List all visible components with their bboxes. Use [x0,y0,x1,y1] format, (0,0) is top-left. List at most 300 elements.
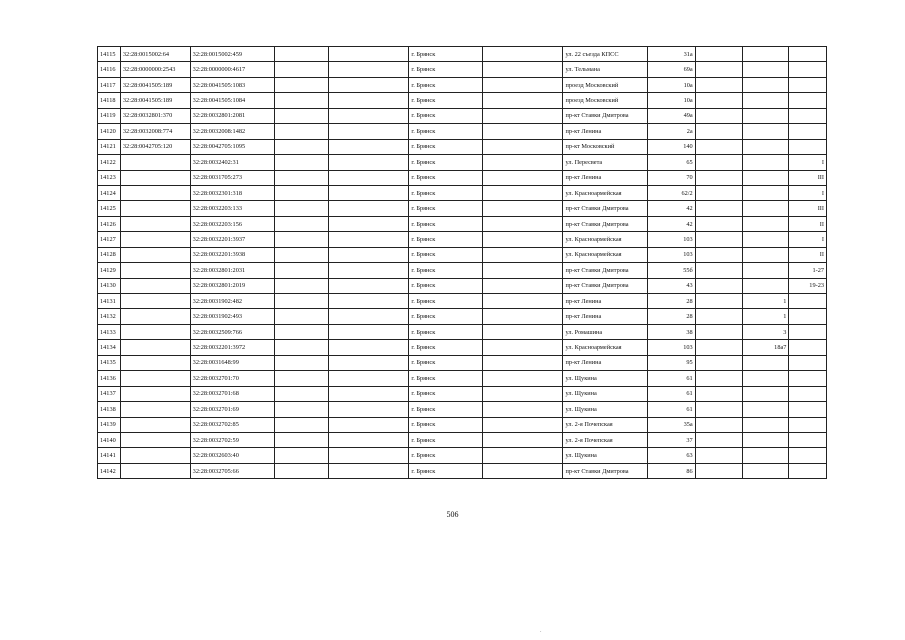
empty-cell [329,278,409,293]
empty-cell [329,371,409,386]
row-number-cell: 14141 [98,448,121,463]
cadastral-number-cell [120,247,190,262]
cadastral-number-cell [120,309,190,324]
street-cell: ул. Красноармейская [563,340,647,355]
city-cell: г. Брянск [409,77,483,92]
city-cell: г. Брянск [409,340,483,355]
empty-cell [742,201,789,216]
empty-cell [742,386,789,401]
empty-cell [742,247,789,262]
premises-number-cell: 1 [742,294,789,309]
city-cell: г. Брянск [409,448,483,463]
city-cell: г. Брянск [409,402,483,417]
table-row [98,417,827,432]
empty-cell [742,139,789,154]
empty-cell [742,278,789,293]
premises-number-cell: I [789,185,827,200]
row-number-cell: 14134 [98,340,121,355]
object-cadastral-number-cell: 32:28:0041505:1084 [190,93,274,108]
table-row [98,371,827,386]
empty-cell [275,247,329,262]
city-cell: г. Брянск [409,432,483,447]
table-row [98,108,827,123]
empty-cell [329,448,409,463]
empty-cell [695,386,742,401]
empty-cell [329,340,409,355]
cadastral-number-cell: 32:28:0032008:774 [120,124,190,139]
row-number-cell: 14131 [98,294,121,309]
city-cell: г. Брянск [409,201,483,216]
empty-cell [742,62,789,77]
cadastral-number-cell: 32:28:0000000:2543 [120,62,190,77]
registry-table-body [98,47,827,479]
premises-number-cell: II [789,247,827,262]
empty-cell [695,62,742,77]
table-row [98,278,827,293]
empty-cell [275,448,329,463]
empty-cell [483,108,563,123]
street-cell: ул. Пересвета [563,155,647,170]
city-cell: г. Брянск [409,355,483,370]
street-cell: ул. Тельмана [563,62,647,77]
empty-cell [742,185,789,200]
house-number-cell: 103 [647,247,695,262]
street-cell: пр-кт Ставки Дмитрова [563,201,647,216]
empty-cell [329,463,409,478]
empty-cell [483,309,563,324]
empty-cell [695,263,742,278]
empty-cell [329,77,409,92]
street-cell: ул. 22 съезда КПСС [563,47,647,62]
object-cadastral-number-cell: 32:28:0032509:766 [190,324,274,339]
empty-cell [275,324,329,339]
house-number-cell: 103 [647,340,695,355]
table-row [98,448,827,463]
empty-cell [789,324,827,339]
object-cadastral-number-cell: 32:28:0032801:2031 [190,263,274,278]
page-number: 506 [446,510,459,519]
row-number-cell: 14130 [98,278,121,293]
empty-cell [789,294,827,309]
empty-cell [483,355,563,370]
object-cadastral-number-cell: 32:28:0032705:66 [190,463,274,478]
row-number-cell: 14117 [98,77,121,92]
registry-table [97,46,827,479]
house-number-cell: 61 [647,386,695,401]
premises-number-cell [789,124,827,139]
cadastral-number-cell [120,170,190,185]
house-number-cell: 95 [647,355,695,370]
empty-cell [695,201,742,216]
scan-speck: . [540,628,542,634]
cadastral-number-cell: 32:28:0015002:64 [120,47,190,62]
empty-cell [742,448,789,463]
cadastral-number-cell [120,263,190,278]
empty-cell [483,263,563,278]
house-number-cell: 42 [647,201,695,216]
city-cell: г. Брянск [409,232,483,247]
object-cadastral-number-cell: 32:28:0032701:70 [190,371,274,386]
city-cell: г. Брянск [409,263,483,278]
empty-cell [695,93,742,108]
row-number-cell: 14137 [98,386,121,401]
empty-cell [329,294,409,309]
empty-cell [483,124,563,139]
house-number-cell: 69а [647,62,695,77]
empty-cell [329,432,409,447]
empty-cell [742,232,789,247]
house-number-cell: 2а [647,124,695,139]
city-cell: г. Брянск [409,463,483,478]
empty-cell [275,185,329,200]
table-row [98,93,827,108]
house-number-cell: 61 [647,371,695,386]
empty-cell [483,340,563,355]
empty-cell [329,309,409,324]
empty-cell [742,355,789,370]
street-cell: пр-кт Ленина [563,124,647,139]
premises-number-cell: I [789,155,827,170]
street-cell: пр-кт Ставки Дмитрова [563,278,647,293]
object-cadastral-number-cell: 32:28:0031902:482 [190,294,274,309]
cadastral-number-cell [120,463,190,478]
empty-cell [695,278,742,293]
object-cadastral-number-cell: 32:28:0032201:3938 [190,247,274,262]
table-row [98,155,827,170]
empty-cell [742,170,789,185]
empty-cell [483,139,563,154]
object-cadastral-number-cell: 32:28:0032801:2019 [190,278,274,293]
object-cadastral-number-cell: 32:28:0000000:4617 [190,62,274,77]
row-number-cell: 14139 [98,417,121,432]
empty-cell [695,463,742,478]
premises-number-cell: 19-23 [789,278,827,293]
row-number-cell: 14129 [98,263,121,278]
cadastral-number-cell [120,232,190,247]
street-cell: ул. 2-я Почепская [563,417,647,432]
cadastral-number-cell [120,402,190,417]
empty-cell [275,124,329,139]
premises-number-cell [789,139,827,154]
empty-cell [329,185,409,200]
city-cell: г. Брянск [409,417,483,432]
empty-cell [742,432,789,447]
empty-cell [329,124,409,139]
cadastral-number-cell: 32:28:0041505:189 [120,77,190,92]
street-cell: пр-кт Ленина [563,309,647,324]
empty-cell [275,432,329,447]
row-number-cell: 14132 [98,309,121,324]
street-cell: ул. Щукина [563,402,647,417]
house-number-cell: 140 [647,139,695,154]
table-row [98,185,827,200]
house-number-cell: 61 [647,402,695,417]
object-cadastral-number-cell: 32:28:0032702:59 [190,432,274,447]
empty-cell [329,417,409,432]
premises-number-cell [789,93,827,108]
premises-number-cell [789,386,827,401]
row-number-cell: 14123 [98,170,121,185]
city-cell: г. Брянск [409,309,483,324]
row-number-cell: 14136 [98,371,121,386]
object-cadastral-number-cell: 32:28:0041505:1083 [190,77,274,92]
empty-cell [483,77,563,92]
empty-cell [483,448,563,463]
empty-cell [695,324,742,339]
empty-cell [275,309,329,324]
row-number-cell: 14122 [98,155,121,170]
row-number-cell: 14116 [98,62,121,77]
row-number-cell: 14124 [98,185,121,200]
object-cadastral-number-cell: 32:28:0042705:1095 [190,139,274,154]
empty-cell [275,216,329,231]
table-row [98,340,827,355]
object-cadastral-number-cell: 32:28:0032702:85 [190,417,274,432]
object-cadastral-number-cell: 32:28:0032201:3937 [190,232,274,247]
table-row [98,324,827,339]
empty-cell [483,371,563,386]
empty-cell [483,62,563,77]
street-cell: ул. Красноармейская [563,247,647,262]
empty-cell [695,170,742,185]
street-cell: ул. Щукина [563,448,647,463]
empty-cell [275,201,329,216]
object-cadastral-number-cell: 32:28:0032402:31 [190,155,274,170]
premises-number-cell [789,47,827,62]
cadastral-number-cell [120,294,190,309]
empty-cell [695,232,742,247]
street-cell: пр-кт Ставки Дмитрова [563,263,647,278]
empty-cell [329,139,409,154]
premises-number-cell [789,463,827,478]
city-cell: г. Брянск [409,170,483,185]
row-number-cell: 14118 [98,93,121,108]
cadastral-number-cell [120,432,190,447]
house-number-cell: 38 [647,324,695,339]
street-cell: пр-кт Ленина [563,170,647,185]
empty-cell [742,155,789,170]
empty-cell [695,432,742,447]
empty-cell [329,201,409,216]
cadastral-number-cell [120,448,190,463]
object-cadastral-number-cell: 32:28:0031648:99 [190,355,274,370]
empty-cell [275,355,329,370]
cadastral-number-cell [120,386,190,401]
table-row [98,232,827,247]
empty-cell [329,47,409,62]
empty-cell [329,247,409,262]
row-number-cell: 14140 [98,432,121,447]
empty-cell [742,402,789,417]
empty-cell [742,108,789,123]
cadastral-number-cell [120,324,190,339]
empty-cell [695,355,742,370]
empty-cell [742,77,789,92]
row-number-cell: 14127 [98,232,121,247]
empty-cell [275,417,329,432]
city-cell: г. Брянск [409,294,483,309]
empty-cell [695,108,742,123]
cadastral-number-cell: 32:28:0041505:189 [120,93,190,108]
premises-number-cell [789,77,827,92]
premises-number-cell: 1 [742,309,789,324]
empty-cell [742,463,789,478]
empty-cell [275,47,329,62]
empty-cell [695,77,742,92]
premises-number-cell: III [789,170,827,185]
empty-cell [275,62,329,77]
empty-cell [789,309,827,324]
empty-cell [275,108,329,123]
row-number-cell: 14121 [98,139,121,154]
street-cell: пр-кт Московский [563,139,647,154]
object-cadastral-number-cell: 32:28:0032701:69 [190,402,274,417]
empty-cell [329,108,409,123]
premises-number-cell [789,448,827,463]
empty-cell [275,386,329,401]
row-number-cell: 14138 [98,402,121,417]
street-cell: ул. Щукина [563,371,647,386]
city-cell: г. Брянск [409,108,483,123]
empty-cell [483,47,563,62]
empty-cell [329,402,409,417]
house-number-cell: 28 [647,294,695,309]
street-cell: проезд Московский [563,77,647,92]
premises-number-cell: 3 [742,324,789,339]
empty-cell [742,417,789,432]
empty-cell [275,93,329,108]
empty-cell [329,62,409,77]
premises-number-cell [789,355,827,370]
empty-cell [275,402,329,417]
premises-number-cell: I [789,232,827,247]
table-row [98,77,827,92]
house-number-cell: 10а [647,77,695,92]
table-row [98,386,827,401]
object-cadastral-number-cell: 32:28:0032203:133 [190,201,274,216]
table-row [98,47,827,62]
empty-cell [275,139,329,154]
empty-cell [695,247,742,262]
premises-number-cell [789,432,827,447]
cadastral-number-cell: 32:28:0032801:370 [120,108,190,123]
empty-cell [483,324,563,339]
house-number-cell: 70 [647,170,695,185]
empty-cell [483,185,563,200]
premises-number-cell [789,371,827,386]
empty-cell [483,155,563,170]
empty-cell [695,124,742,139]
empty-cell [483,294,563,309]
empty-cell [483,201,563,216]
house-number-cell: 55б [647,263,695,278]
row-number-cell: 14135 [98,355,121,370]
empty-cell [275,371,329,386]
empty-cell [275,294,329,309]
empty-cell [329,355,409,370]
cadastral-number-cell [120,340,190,355]
empty-cell [483,232,563,247]
house-number-cell: 43 [647,278,695,293]
table-row [98,216,827,231]
street-cell: ул. Ромашина [563,324,647,339]
empty-cell [329,170,409,185]
table-row [98,355,827,370]
row-number-cell: 14115 [98,47,121,62]
cadastral-number-cell: 32:28:0042705:120 [120,139,190,154]
empty-cell [483,386,563,401]
empty-cell [789,340,827,355]
empty-cell [742,93,789,108]
street-cell: проезд Московский [563,93,647,108]
city-cell: г. Брянск [409,47,483,62]
empty-cell [695,294,742,309]
cadastral-number-cell [120,278,190,293]
house-number-cell: 31а [647,47,695,62]
empty-cell [329,232,409,247]
empty-cell [742,263,789,278]
object-cadastral-number-cell: 32:28:0032201:3972 [190,340,274,355]
empty-cell [695,340,742,355]
empty-cell [695,402,742,417]
empty-cell [742,216,789,231]
object-cadastral-number-cell: 32:28:0032008:1482 [190,124,274,139]
empty-cell [695,47,742,62]
empty-cell [483,247,563,262]
table-row [98,62,827,77]
empty-cell [742,124,789,139]
table-row [98,139,827,154]
premises-number-cell [789,62,827,77]
empty-cell [483,417,563,432]
street-cell: ул. Красноармейская [563,232,647,247]
empty-cell [483,93,563,108]
table-row [98,309,827,324]
cadastral-number-cell [120,185,190,200]
empty-cell [275,340,329,355]
city-cell: г. Брянск [409,185,483,200]
street-cell: ул. Красноармейская [563,185,647,200]
empty-cell [483,216,563,231]
city-cell: г. Брянск [409,386,483,401]
city-cell: г. Брянск [409,62,483,77]
empty-cell [329,216,409,231]
table-row [98,432,827,447]
table-row [98,402,827,417]
city-cell: г. Брянск [409,371,483,386]
house-number-cell: 65 [647,155,695,170]
row-number-cell: 14126 [98,216,121,231]
empty-cell [275,77,329,92]
row-number-cell: 14120 [98,124,121,139]
house-number-cell: 35а [647,417,695,432]
empty-cell [695,185,742,200]
empty-cell [742,371,789,386]
empty-cell [695,448,742,463]
empty-cell [483,278,563,293]
empty-cell [695,155,742,170]
empty-cell [695,417,742,432]
cadastral-number-cell [120,216,190,231]
street-cell: пр-кт Ленина [563,355,647,370]
cadastral-number-cell [120,155,190,170]
cadastral-number-cell [120,417,190,432]
city-cell: г. Брянск [409,324,483,339]
table-row [98,124,827,139]
object-cadastral-number-cell: 32:28:0032801:2081 [190,108,274,123]
street-cell: пр-кт Ленина [563,294,647,309]
table-row [98,201,827,216]
